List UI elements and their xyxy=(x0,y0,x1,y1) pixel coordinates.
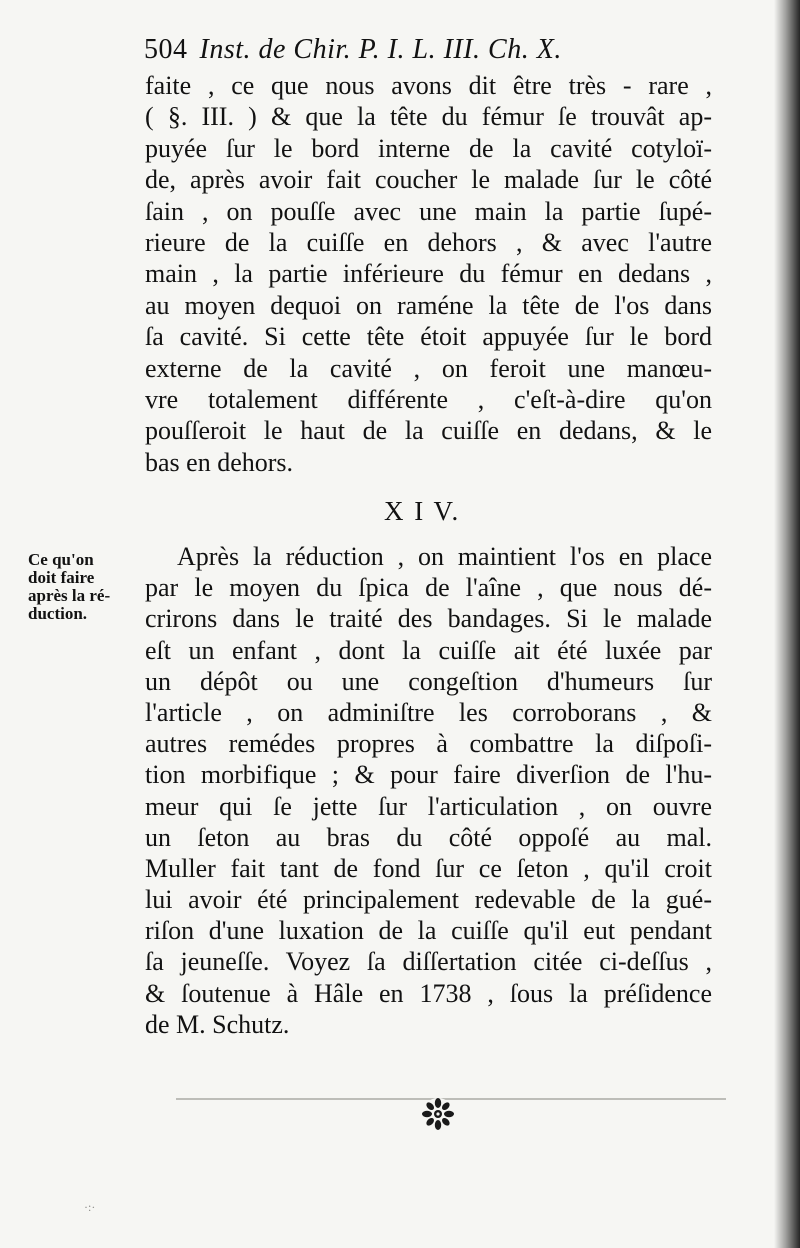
marginal-line: doit faire xyxy=(28,568,95,587)
text-line: de, après avoir fait coucher le malade ſur le côté xyxy=(145,165,712,195)
running-title: Inst. de Chir. P. I. L. III. Ch. X. xyxy=(199,34,562,65)
text-line: Muller fait tant de fond ſur ce ſeton , qu'il croit xyxy=(145,853,712,883)
text-line: tion morbifique ; & pour faire diverſion de l'hu- xyxy=(145,760,712,790)
text-line: lui avoir été principalement redevable de la gué- xyxy=(145,885,712,915)
text-line: crirons dans le traité des bandages. Si le malade xyxy=(145,604,712,634)
text-line: pouſſeroit le haut de la cuiſſe en dedans, & le xyxy=(145,416,712,446)
text-line: un ſeton au bras du côté oppoſé au mal. xyxy=(145,822,712,852)
text-line: de M. Schutz. xyxy=(145,1009,290,1039)
text-line: riſon d'une luxation de la cuiſſe qu'il eut pendant xyxy=(145,916,712,946)
text-line: par le moyen du ſpica de l'aîne , que nous dé- xyxy=(145,573,712,603)
running-header xyxy=(144,30,744,70)
text-line: l'article , on adminiſtre les corroborans , & xyxy=(145,697,712,727)
text-line: meur qui ſe jette ſur l'articulation , on ouvre xyxy=(145,791,712,821)
text-line: main , la partie inférieure du fémur en dedans , xyxy=(145,259,712,289)
text-line: puyée ſur le bord interne de la cavité cotyloï- xyxy=(145,133,712,163)
marginal-note xyxy=(28,551,128,623)
text-line: bas en dehors. xyxy=(145,447,294,477)
text-line: vre totalement différente , c'eſt-à-dire qu'on xyxy=(145,384,712,414)
text-line: ( §. III. ) & que la tête du fémur ſe trouvât ap- xyxy=(145,102,712,132)
text-line: ſa cavité. Si cette tête étoit appuyée ſur le bord xyxy=(145,322,712,352)
page-number: 504 xyxy=(144,34,188,65)
text-line: eſt un enfant , dont la cuiſſe ait été luxée par xyxy=(145,635,712,665)
text-line: ſa jeuneſſe. Voyez ſa diſſertation citée ci-deſſus , xyxy=(145,947,712,977)
text-line: & ſoutenue à Hâle en 1738 , ſous la préſidence xyxy=(145,978,712,1008)
paragraph-2 xyxy=(145,541,712,1040)
marginal-line: après la ré- xyxy=(28,586,111,605)
text-line: ſain , on pouſſe avec une main la partie ſupé- xyxy=(145,196,712,226)
binding-gutter xyxy=(774,0,800,1248)
marginal-line: duction. xyxy=(28,604,88,623)
text-line: au moyen dequoi on raméne la tête de l'os dans xyxy=(145,290,712,320)
text-line: rieure de la cuiſſe en dehors , & avec l'autre xyxy=(145,227,712,257)
marginal-line: Ce qu'on xyxy=(28,550,94,569)
text-line: Après la réduction , on maintient l'os en place xyxy=(177,542,712,571)
section-heading: X I V. xyxy=(384,496,461,526)
text-line: externe de la cavité , on feroit une manœu- xyxy=(145,353,712,383)
fleuron-icon xyxy=(420,1096,456,1132)
text-line: autres remédes propres à combattre la diſpoſi- xyxy=(145,729,712,759)
text-line: faite , ce que nous avons dit être très - rare , xyxy=(145,71,712,100)
ink-speck: ·:· xyxy=(84,1200,96,1214)
text-line: un dépôt ou une congeſtion d'humeurs ſur xyxy=(145,666,712,696)
paragraph-1 xyxy=(145,70,712,478)
